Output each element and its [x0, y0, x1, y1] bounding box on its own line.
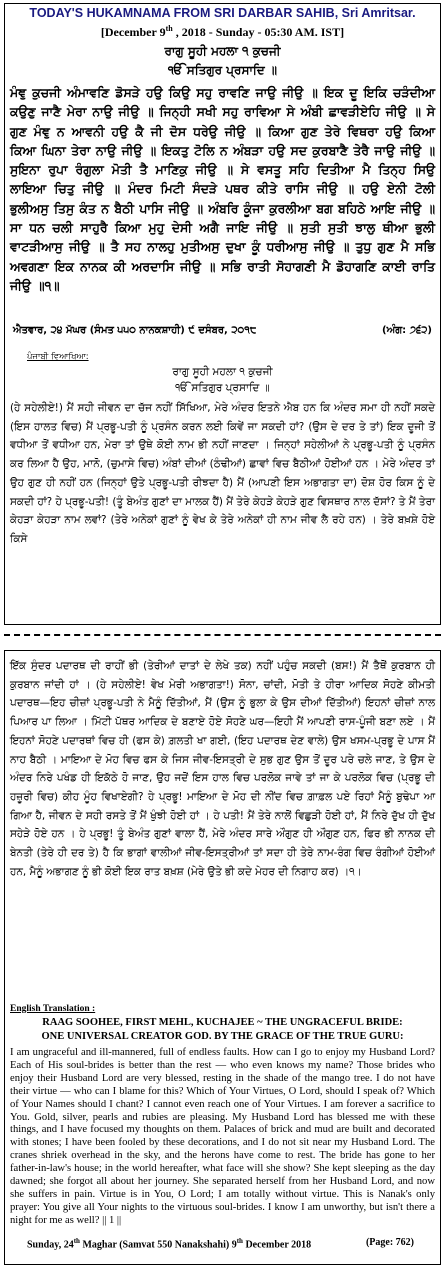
gurbani-raag-line: ਰਾਗੁ ਸੂਹੀ ਮਹਲਾ ੧ ਕੁਚਜੀ [164, 44, 281, 58]
gurbani-text: ਮੰਞੁ ਕੁਚਜੀ ਅੰਮਾਵਣਿ ਡੋਸੜੇ ਹਉ ਕਿਉ ਸਹੁ ਰਾਵਣਿ ਜਾਉ ਜੀਉ ॥ ਇਕ ਦੂ ਇਕਿ ਚੜੰਦੀਆ ਕਉਣੁ ਜਾਣੈ ਮੇਰਾ ਨਾਉ ਜੀਉ ॥ ਜਿਨ੍ਹੀ ਸਖੀ ਸਹੁ ਰਾਵਿਆ ਸੇ ਅੰਬੀ ਛਾਵੜੀਏਹਿ ਜੀਉ ॥ ਸੇ ਗੁਣ ਮੰਞੁ ਨ ਆਵਨੀ ਹਉ ਕੈ ਜੀ ਦੋਸ ਧਰੇਉ ਜੀਉ ॥ ਕਿਆ ਗੁਣ ਤੇਰੇ ਵਿਥਰਾ ਹਉ ਕਿਆ ਕਿਆ ਘਿਨਾ ਤੇਰਾ ਨਾਉ ਜੀਉ ॥ ਇਕਤੁ ਟੋਲਿ ਨ ਅੰਬੜਾ ਹਉ ਸਦ ਕੁਰਬਾਣੈ ਤੇਰੈ ਜਾਉ ਜੀਉ ॥ ਸੁਇਨਾ ਰੁਪਾ ਰੰਗੁਲਾ ਮੋਤੀ ਤੈ ਮਾਣਿਕੁ ਜੀਉ ॥ ਸੇ ਵਸਤੂ ਸਹਿ ਦਿਤੀਆ ਮੈ ਤਿਨ੍ਹ ਸਿਉ ਲਾਇਆ ਚਿਤੁ ਜੀਉ ॥ ਮੰਦਰ ਮਿਟੀ ਸੰਦੜੇ ਪਥਰ ਕੀਤੇ ਰਾਸਿ ਜੀਉ ॥ ਹਉ ਏਨੀ ਟੋਲੀ ਭੁਲੀਅਸੁ ਤਿਸੁ ਕੰਤ ਨ ਬੈਠੀ ਪਾਸਿ ਜੀਉ ॥ ਅੰਬਰਿ ਕੂੰਜਾ ਕੁਰਲੀਆ ਬਗ ਬਹਿਠੇ ਆਇ ਜੀਉ ॥ ਸਾ ਧਨ ਚਲੀ ਸਾਹੁਰੈ ਕਿਆ ਮੁਹੁ ਦੇਸੀ ਅਗੈ ਜਾਇ ਜੀਉ ॥ ਸੁਤੀ ਸੁਤੀ ਝਾਲੁ ਥੀਆ ਭੁਲੀ ਵਾਟੜੀਆਸੁ ਜੀਉ ॥ ਤੈ ਸਹ ਨਾਲਹੁ ਮੁਤੀਅਸੁ ਦੁਖਾ ਕੂੰ ਧਰੀਆਸੁ ਜੀਉ ॥ ਤੁਧੁ ਗੁਣ ਮੈ ਸਭਿ ਅਵਗਣਾ ਇਕ ਨਾਨਕ ਕੀ ਅਰਦਾਸਿ ਜੀਉ ॥ ਸਭਿ ਰਾਤੀ ਸੋਹਾਗਣੀ ਮੈ ਡੋਹਾਗਣਿ ਕਾਈ ਰਾਤਿ ਜੀਉ ॥੧॥ [10, 85, 435, 293]
punjabi-mool-line: ੴ ਸਤਿਗੁਰ ਪ੍ਰਸਾਦਿ ॥ [175, 382, 270, 394]
english-translation-label: English Translation : [10, 1004, 96, 1014]
ang-number: (ਅੰਗ: ੭੬੨) [382, 325, 432, 336]
page-title: TODAY'S HUKAMNAMA FROM SRI DARBAR SAHIB, Sri Amritsar. [29, 6, 416, 20]
punjabi-date-line [13, 325, 432, 336]
hukamnama-bottom-panel [4, 650, 441, 1265]
punjabi-explanation-text-bottom: ਇੱਕ ਸੁੰਦਰ ਪਦਾਰਥ ਦੀ ਰਾਹੀਂ ਭੀ (ਤੇਰੀਆਂ ਦਾਤਾਂ ਦੇ ਲੇਖੇ ਤਕ) ਨਹੀਂ ਪਹੁੰਚ ਸਕਦੀ (ਬਸ!) ਮੈਂ ਤੈਥੋਂ ਕੁਰਬਾਨ ਹੀ ਕੁਰਬਾਨ ਜਾਂਦੀ ਹਾਂ । (ਹੇ ਸਹੇਲੀਏ! ਵੇਖ ਮੇਰੀ ਅਭਾਗਤਾ!) ਸੋਨਾ, ਚਾਂਦੀ, ਮੋਤੀ ਤੇ ਹੀਰਾ ਆਦਿਕ ਸੋਹਣੇ ਕੀਮਤੀ ਪਦਾਰਥ—ਇਹ ਚੀਜ਼ਾਂ ਪ੍ਰਭੂ-ਪਤੀ ਨੇ ਮੈਨੂੰ ਦਿੱਤੀਆਂ, ਮੈਂ (ਉਸ ਨੂੰ ਭੁਲਾ ਕੇ ਉਸ ਦੀਆਂ ਦਿੱਤੀਆਂ) ਇਹਨਾਂ ਚੀਜ਼ਾਂ ਨਾਲ ਪਿਆਰ ਪਾ ਲਿਆ । ਮਿੱਟੀ ਪੱਥਰ ਆਦਿਕ ਦੇ ਬਣਾਏ ਹੋਏ ਸੋਹਣੇ ਘਰ—ਇਹੀ ਮੈਂ ਆਪਣੀ ਰਾਸ-ਪੂੰਜੀ ਬਣਾ ਲਏ । ਮੈਂ ਇਹਨਾਂ ਸੋਹਣੇ ਪਦਾਰਥਾਂ ਵਿਚ ਹੀ (ਫਸ ਕੇ) ਗ਼ਲਤੀ ਖਾ ਗਈ, (ਇਹ ਪਦਾਰਥ ਦੇਣ ਵਾਲੇ) ਉਸ ਖਸਮ-ਪ੍ਰਭੂ ਦੇ ਪਾਸ ਮੈਂ ਨਾਹ ਬੈਠੀ । ਮਾਇਆ ਦੇ ਮੋਹ ਵਿਚ ਫਸ ਕੇ ਜਿਸ ਜੀਵ-ਇਸਤ੍ਰੀ ਦੇ ਸੁਭ ਗੁਣ ਉਸ ਤੋਂ ਦੂਰ ਪਰੇ ਚਲੇ ਜਾਣ, ਤੇ ਉਸ ਦੇ ਅੰਦਰ ਨਿਰੇ ਪਖੰਡ ਹੀ ਇਕੱਠੇ ਹੋ ਜਾਣ, ਉਹ ਜਦੋਂ ਇਸ ਹਾਲ ਵਿਚ ਪਰਲੋਕ ਜਾਵੇ ਤਾਂ ਜਾ ਕੇ ਪਰਲੋਕ ਵਿਚ (ਪ੍ਰਭੂ ਦੀ ਹਜ਼ੂਰੀ ਵਿਚ) ਕੀਹ ਮੂੰਹ ਵਿਖਾਏਗੀ? ਹੇ ਪ੍ਰਭੂ! ਮਾਇਆ ਦੇ ਮੋਹ ਦੀ ਨੀਂਦ ਵਿਚ ਗ਼ਾਫ਼ਲ ਪਏ ਰਿਹਾਂ ਮੈਨੂੰ ਬੁਢੇਪਾ ਆ ਗਿਆ ਹੈ, ਜੀਵਨ ਦੇ ਸਹੀ ਰਸਤੇ ਤੋਂ ਮੈਂ ਖੁੰਝੀ ਹੋਈ ਹਾਂ । ਹੇ ਪਤੀ! ਮੈਂ ਤੇਰੇ ਨਾਲੋਂ ਵਿਛੁੜੀ ਹੋਈ ਹਾਂ, ਮੈਂ ਨਿਰੇ ਦੁੱਖ ਹੀ ਦੁੱਖ ਸਹੇੜੇ ਹੋਏ ਹਨ । ਹੇ ਪ੍ਰਭੂ! ਤੂੰ ਬੇਅੰਤ ਗੁਣਾਂ ਵਾਲਾ ਹੈਂ, ਮੇਰੇ ਅੰਦਰ ਸਾਰੇ ਔਗੁਣ ਹੀ ਔਗੁਣ ਹਨ, ਫਿਰ ਭੀ ਨਾਨਕ ਦੀ ਬੇਨਤੀ (ਤੇਰੇ ਹੀ ਦਰ ਤੇ) ਹੈ ਕਿ ਭਾਗਾਂ ਵਾਲੀਆਂ ਜੀਵ-ਇਸਤ੍ਰੀਆਂ ਤਾਂ ਸਦਾ ਹੀ ਤੇਰੇ ਨਾਮ-ਰੰਗ ਵਿਚ ਰੰਗੀਆਂ ਹੋਈਆਂ ਹਨ, ਮੈਨੂੰ ਅਭਾਗਣ ਨੂੰ ਭੀ ਕੋਈ ਇਕ ਰਾਤ ਬਖ਼ਸ਼ (ਮੇਰੇ ਉਤੇ ਭੀ ਕਦੇ ਮੇਹਰ ਦੀ ਨਿਗਾਹ ਕਰ) ।੧। [10, 660, 435, 878]
dashed-divider [4, 634, 441, 636]
punjabi-raag-line: ਰਾਗੁ ਸੂਹੀ ਮਹਲਾ ੧ ਕੁਚਜੀ [172, 366, 273, 378]
nanakshahi-date: ਐਤਵਾਰ, ੨੪ ਮੱਘਰ (ਸੰਮਤ ੫੫੦ ਨਾਨਕਸ਼ਾਹੀ) ੯ ਦਸੰਬਰ, ੨੦੧੮ [13, 325, 257, 336]
english-title-line-1: RAAG SOOHEE, FIRST MEHL, KUCHAJEE ~ THE UNGRACEFUL BRIDE: [42, 1017, 403, 1028]
hukamnama-top-panel [4, 3, 441, 625]
english-translation-text: I am ungraceful and ill-mannered, full of endless faults. How can I go to enjoy my Husband Lord? Each of His soul-brides is better than the rest — who even knows my name? Those brides who enjoy their Husband Lord are very blessed, resting in the shade of the mango tree. I do not have their virtue — who can I blame for this? Which of Your Virtues, O Lord, should I speak of? Which of Your Names should I chant? I cannot even reach one of Your Virtues. I am forever a sacrifice to You. Gold, silver, pearls and rubies are pleasing. My Husband Lord has blessed me with these things, and I have focused my thoughts on them. Palaces of brick and mud are built and decorated with stones; I have been fooled by these decorations, and I do not sit near my Husband Lord. The cranes shriek overhead in the sky, and the herons have come to rest. The bride has gone to her father-in-law's house; in the world hereafter, what face will she show? She kept sleeping as the day dawned; she forgot all about her journey. She separated herself from her Husband Lord, and now she suffers in pain. Virtue is in You, O Lord; I am totally without virtue. This is Nanak's only prayer: You give all Your nights to the virtuous soul-brides. I know I am unworthy, but isn't there a night for me as well? || 1 || [10, 1047, 435, 1226]
page-number: (Page: 762) [365, 1237, 414, 1248]
punjabi-explanation-label: ਪੰਜਾਬੀ ਵਿਆਖਿਆ: [27, 352, 89, 362]
punjabi-explanation-text-top: (ਹੇ ਸਹੇਲੀਏ!) ਮੈਂ ਸਹੀ ਜੀਵਨ ਦਾ ਚੱਜ ਨਹੀਂ ਸਿੱਖਿਆ, ਮੇਰੇ ਅੰਦਰ ਇਤਨੇ ਐਬ ਹਨ ਕਿ ਅੰਦਰ ਸਮਾ ਹੀ ਨਹੀਂ ਸਕਦੇ (ਇਸ ਹਾਲਤ ਵਿਚ) ਮੈਂ ਪ੍ਰਭੂ-ਪਤੀ ਨੂੰ ਪ੍ਰਸੰਨ ਕਰਨ ਲਈ ਕਿਵੇਂ ਜਾ ਸਕਦੀ ਹਾਂ? (ਉਸ ਦੇ ਦਰ ਤੇ ਤਾਂ) ਇਕ ਦੂਜੀ ਤੋਂ ਵਧੀਆ ਤੋਂ ਵਧੀਆ ਹਨ, ਮੇਰਾ ਤਾਂ ਉਥੇ ਕੋਈ ਨਾਮ ਭੀ ਨਹੀਂ ਜਾਣਦਾ । ਜਿਨ੍ਹਾਂ ਸਹੇਲੀਆਂ ਨੇ ਪ੍ਰਭੂ-ਪਤੀ ਨੂੰ ਪ੍ਰਸੰਨ ਕਰ ਲਿਆ ਹੈ ਉਹ, ਮਾਨੋ, (ਚੁਮਾਸੇ ਵਿਚ) ਅੰਬਾਂ ਦੀਆਂ (ਠੰਢੀਆਂ) ਛਾਵਾਂ ਵਿਚ ਬੈਠੀਆਂ ਹੋਈਆਂ ਹਨ । ਮੇਰੇ ਅੰਦਰ ਤਾਂ ਉਹ ਗੁਣ ਹੀ ਨਹੀਂ ਹਨ (ਜਿਨ੍ਹਾਂ ਉਤੇ ਪ੍ਰਭੂ-ਪਤੀ ਰੀਝਦਾ ਹੈ) ਮੈਂ (ਆਪਣੀ ਇਸ ਅਭਾਗਤਾ ਦਾ) ਦੋਸ਼ ਹੋਰ ਕਿਸ ਨੂੰ ਦੇ ਸਕਦੀ ਹਾਂ? ਹੇ ਪ੍ਰਭੂ-ਪਤੀ! (ਤੂੰ ਬੇਅੰਤ ਗੁਣਾਂ ਦਾ ਮਾਲਕ ਹੈਂ) ਮੈਂ ਤੇਰੇ ਕੇਹੜੇ ਕੇਹੜੇ ਗੁਣ ਵਿਸਥਾਰ ਨਾਲ ਦੱਸਾਂ? ਤੇ ਮੈਂ ਤੇਰਾ ਕੇਹੜਾ ਕੇਹੜਾ ਨਾਮ ਲਵਾਂ? (ਤੇਰੇ ਅਨੇਕਾਂ ਗੁਣਾਂ ਨੂੰ ਵੇਖ ਕੇ ਤੇਰੇ ਅਨੇਕਾਂ ਹੀ ਨਾਮ ਜੀਵ ਲੈ ਰਹੇ ਹਨ) । ਤੇਰੇ ਬਖ਼ਸ਼ੇ ਹੋਏ ਕਿਸੇ [10, 402, 435, 545]
english-title-line-2: ONE UNIVERSAL CREATOR GOD. BY THE GRACE OF THE TRUE GURU: [41, 1031, 404, 1042]
header-date: [December 9th , 2018 - Sunday - 05:30 AM. IST] [100, 24, 345, 39]
footer-date-line: Sunday, 24th Maghar (Samvat 550 Nanakshahi) 9th December 2018 (Page: 762) [27, 1237, 414, 1251]
gurbani-mool-line: ੴ ਸਤਿਗੁਰ ਪ੍ਰਸਾਦਿ ॥ [168, 63, 277, 77]
place-name: Sri Amritsar. [341, 6, 416, 20]
